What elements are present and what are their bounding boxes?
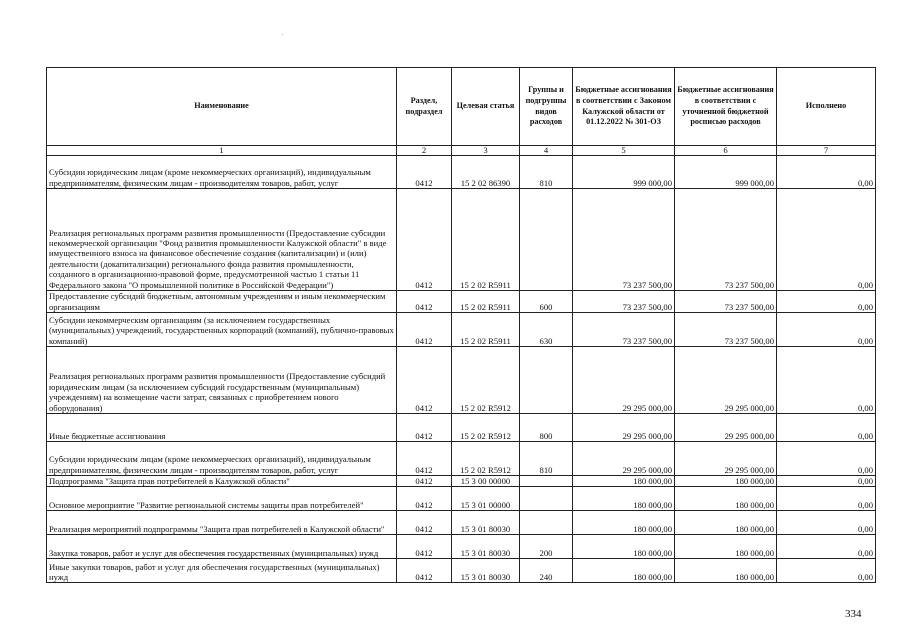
table-row <box>47 535 876 559</box>
table-row <box>47 487 876 511</box>
row-article: 15 2 02 86390 <box>452 156 520 189</box>
row-refined-amount: 999 000,00 <box>675 156 777 189</box>
row-name: Реализация мероприятий подпрограммы "Защита прав потребителей в Калужской области" <box>47 511 397 535</box>
table-row <box>47 347 876 414</box>
row-law-amount: 180 000,00 <box>573 511 675 535</box>
row-section: 0412 <box>397 511 452 535</box>
row-name: Реализация региональных программ развития промышленности (Предоставление субсидии некоммерческой организации "Фонд развития промышленности Калужской области" в виде имущественного взноса на финансовое обеспечение создания (капитализации) и (или) деятельности (докапитализации) регионального фонда развития промышленности, созданного в организационно-правовой форме, предусмотренной частью 1 статьи 11 Федерального закона "О промышленной политике в Российской Федерации") <box>47 189 397 291</box>
row-article: 15 3 01 00000 <box>452 487 520 511</box>
table-row <box>47 291 876 313</box>
column-number: 7 <box>777 146 876 156</box>
row-section: 0412 <box>397 442 452 476</box>
row-refined-amount: 29 295 000,00 <box>675 442 777 476</box>
row-name: Подпрограмма "Защита прав потребителей в Калужской области" <box>47 476 397 487</box>
header-row <box>47 68 876 146</box>
row-group <box>520 487 573 511</box>
row-refined-amount: 29 295 000,00 <box>675 347 777 414</box>
table-row <box>47 476 876 487</box>
row-section: 0412 <box>397 156 452 189</box>
row-group: 630 <box>520 313 573 347</box>
column-number: 1 <box>47 146 397 156</box>
header-section: Раздел, подраздел <box>397 68 452 146</box>
header-executed: Исполнено <box>777 68 876 146</box>
row-name: Иные бюджетные ассигнования <box>47 414 397 442</box>
row-name: Субсидии юридическим лицам (кроме некоммерческих организаций), индивидуальным предпринимателям, физическим лицам - производителям товаров, работ, услуг <box>47 156 397 189</box>
row-name: Субсидии юридическим лицам (кроме некоммерческих организаций), индивидуальным предпринимателям, физическим лицам - производителям товаров, работ, услуг <box>47 442 397 476</box>
row-group: 810 <box>520 156 573 189</box>
row-section: 0412 <box>397 559 452 583</box>
page-number: 334 <box>845 608 862 620</box>
table-row <box>47 313 876 347</box>
row-executed-amount: 0,00 <box>777 313 876 347</box>
row-section: 0412 <box>397 313 452 347</box>
row-name: Закупка товаров, работ и услуг для обеспечения государственных (муниципальных) нужд <box>47 535 397 559</box>
row-refined-amount: 180 000,00 <box>675 487 777 511</box>
row-law-amount: 180 000,00 <box>573 487 675 511</box>
table-row <box>47 414 876 442</box>
table-row <box>47 189 876 291</box>
row-article: 15 2 02 R5912 <box>452 442 520 476</box>
row-article: 15 2 02 R5911 <box>452 189 520 291</box>
row-executed-amount: 0,00 <box>777 535 876 559</box>
table-row <box>47 511 876 535</box>
row-law-amount: 29 295 000,00 <box>573 442 675 476</box>
table-row <box>47 442 876 476</box>
row-article: 15 3 01 80030 <box>452 535 520 559</box>
row-group: 600 <box>520 291 573 313</box>
row-law-amount: 73 237 500,00 <box>573 291 675 313</box>
row-law-amount: 73 237 500,00 <box>573 189 675 291</box>
row-law-amount: 29 295 000,00 <box>573 347 675 414</box>
row-executed-amount: 0,00 <box>777 189 876 291</box>
row-executed-amount: 0,00 <box>777 414 876 442</box>
row-law-amount: 73 237 500,00 <box>573 313 675 347</box>
row-group: 800 <box>520 414 573 442</box>
row-name: Основное мероприятие "Развитие региональной системы защиты прав потребителей" <box>47 487 397 511</box>
column-number: 3 <box>452 146 520 156</box>
row-section: 0412 <box>397 476 452 487</box>
row-group: 200 <box>520 535 573 559</box>
row-executed-amount: 0,00 <box>777 487 876 511</box>
row-section: 0412 <box>397 487 452 511</box>
header-group: Группы и подгруппы видов расходов <box>520 68 573 146</box>
row-refined-amount: 180 000,00 <box>675 511 777 535</box>
row-name: Иные закупки товаров, работ и услуг для обеспечения государственных (муниципальных) нужд <box>47 559 397 583</box>
row-group: 810 <box>520 442 573 476</box>
row-article: 15 2 02 R5912 <box>452 414 520 442</box>
row-section: 0412 <box>397 535 452 559</box>
row-group <box>520 476 573 487</box>
row-article: 15 2 02 R5911 <box>452 291 520 313</box>
header-refined-assignments: Бюджетные ассигнования в соответствии с уточненной бюджетной росписью расходов <box>675 68 777 146</box>
row-article: 15 2 02 R5912 <box>452 347 520 414</box>
table-row <box>47 156 876 189</box>
row-executed-amount: 0,00 <box>777 156 876 189</box>
row-law-amount: 29 295 000,00 <box>573 414 675 442</box>
header-law-assignments: Бюджетные ассигнования в соответствии с Законом Калужской области от 01.12.2022 № 301-ОЗ <box>573 68 675 146</box>
row-section: 0412 <box>397 291 452 313</box>
row-group <box>520 347 573 414</box>
row-law-amount: 180 000,00 <box>573 476 675 487</box>
row-law-amount: 999 000,00 <box>573 156 675 189</box>
row-executed-amount: 0,00 <box>777 559 876 583</box>
header-name: Наименование <box>47 68 397 146</box>
row-article: 15 3 01 80030 <box>452 559 520 583</box>
row-article: 15 3 00 00000 <box>452 476 520 487</box>
row-refined-amount: 180 000,00 <box>675 535 777 559</box>
column-number-row <box>47 146 876 156</box>
row-group <box>520 189 573 291</box>
row-article: 15 2 02 R5911 <box>452 313 520 347</box>
column-number: 4 <box>520 146 573 156</box>
budget-table <box>46 67 876 583</box>
row-name: Субсидии некоммерческим организациям (за исключением государственных (муниципальных) учреждений, государственных корпораций (компаний), публично-правовых компаний) <box>47 313 397 347</box>
row-law-amount: 180 000,00 <box>573 559 675 583</box>
row-section: 0412 <box>397 347 452 414</box>
column-number: 6 <box>675 146 777 156</box>
row-name: Предоставление субсидий бюджетным, автономным учреждениям и иным некоммерческим организациям <box>47 291 397 313</box>
row-section: 0412 <box>397 414 452 442</box>
row-group: 240 <box>520 559 573 583</box>
row-executed-amount: 0,00 <box>777 291 876 313</box>
row-executed-amount: 0,00 <box>777 347 876 414</box>
row-refined-amount: 73 237 500,00 <box>675 189 777 291</box>
column-number: 5 <box>573 146 675 156</box>
row-executed-amount: 0,00 <box>777 476 876 487</box>
row-refined-amount: 180 000,00 <box>675 559 777 583</box>
row-executed-amount: 0,00 <box>777 511 876 535</box>
table-row <box>47 559 876 583</box>
row-refined-amount: 29 295 000,00 <box>675 414 777 442</box>
row-law-amount: 180 000,00 <box>573 535 675 559</box>
header-article: Целевая статья <box>452 68 520 146</box>
row-name: Реализация региональных программ развития промышленности (Предоставление субсидий юридическим лицам (за исключением субсидий государственным (муниципальным) учреждениям) на возмещение части затрат, связанных с приобретением нового оборудования) <box>47 347 397 414</box>
row-refined-amount: 73 237 500,00 <box>675 313 777 347</box>
row-refined-amount: 180 000,00 <box>675 476 777 487</box>
row-article: 15 3 01 80030 <box>452 511 520 535</box>
column-number: 2 <box>397 146 452 156</box>
row-executed-amount: 0,00 <box>777 442 876 476</box>
scan-speck <box>282 34 283 35</box>
row-section: 0412 <box>397 189 452 291</box>
row-group <box>520 511 573 535</box>
row-refined-amount: 73 237 500,00 <box>675 291 777 313</box>
